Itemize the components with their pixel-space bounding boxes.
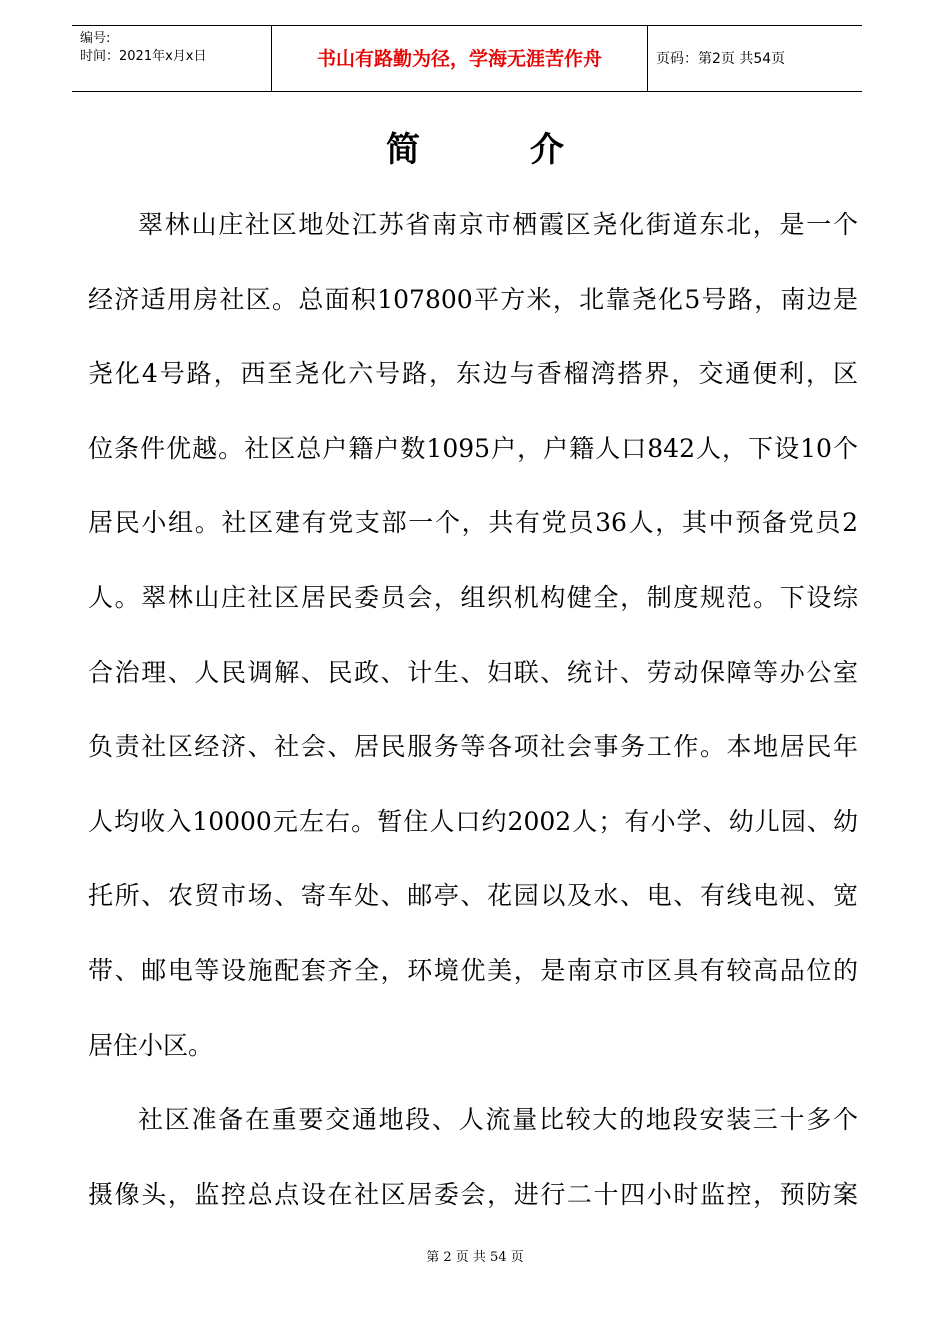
- text-line: 居民小组。社区建有党支部一个，共有党员36人，其中预备党员2: [88, 508, 858, 538]
- text-line: 尧化4号路，西至尧化六号路，东边与香榴湾搭界，交通便利，区: [88, 359, 858, 389]
- document-number-label: 编号:: [80, 31, 111, 46]
- header-meta: [72, 26, 272, 92]
- document-title: 简介: [386, 130, 674, 170]
- text-line: 人。翠林山庄社区居民委员会，组织机构健全，制度规范。下设综: [88, 582, 858, 612]
- text-line: 合治理、人民调解、民政、计生、妇联、统计、劳动保障等办公室: [88, 657, 858, 687]
- text-line: 摄像头，监控总点设在社区居委会，进行二十四小时监控，预防案: [88, 1179, 858, 1209]
- text-line: 带、邮电等设施配套齐全，环境优美，是南京市区具有较高品位的: [88, 955, 858, 985]
- page-header: [72, 25, 862, 92]
- header-motto: 书山有路勤为径，学海无涯苦作舟: [272, 26, 648, 92]
- page-footer: 第 2 页 共 54 页: [426, 1250, 524, 1265]
- text-line: 居住小区。: [88, 1030, 214, 1060]
- text-line: 社区准备在重要交通地段、人流量比较大的地段安装三十多个: [138, 1105, 858, 1135]
- paragraph-intro: [88, 188, 858, 1083]
- text-line: 经济适用房社区。总面积107800平方米，北靠尧化5号路，南边是: [88, 284, 858, 314]
- text-line: 位条件优越。社区总户籍户数1095户，户籍人口842人，下设10个: [88, 433, 858, 463]
- document-body: [88, 188, 858, 1232]
- text-line: 人均收入10000元左右。暂住人口约2002人；有小学、幼儿园、幼: [88, 806, 858, 836]
- text-line: 负责社区经济、社会、居民服务等各项社会事务工作。本地居民年: [88, 732, 858, 762]
- document-time: 时间：2021年x月x日: [80, 49, 207, 64]
- paragraph-surveillance: [88, 1083, 858, 1232]
- text-line: 翠林山庄社区地处江苏省南京市栖霞区尧化街道东北，是一个: [138, 210, 858, 239]
- header-page-info: 页码：第2页 共54页: [656, 51, 786, 67]
- text-line: 托所、农贸市场、寄车处、邮亭、花园以及水、电、有线电视、宽: [88, 881, 858, 911]
